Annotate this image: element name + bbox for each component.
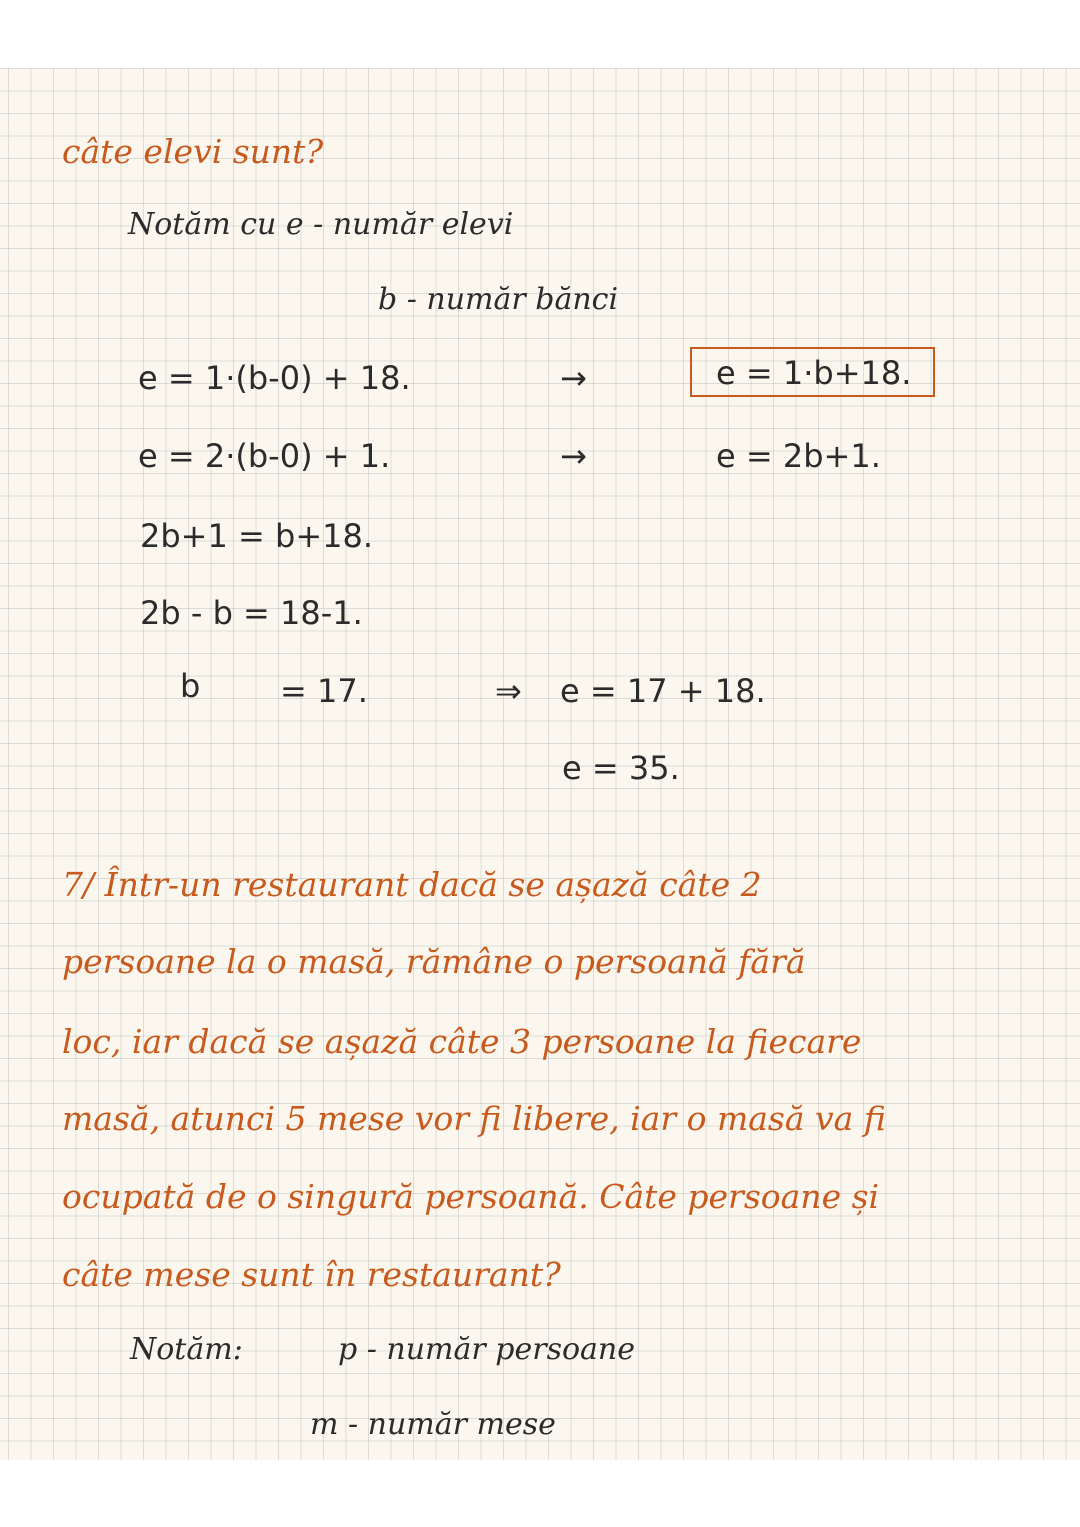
notation-p: p - număr persoane xyxy=(338,1332,635,1367)
notation-b: b - număr bănci xyxy=(378,282,619,317)
notation-intro: Notăm cu e - număr elevi xyxy=(128,207,514,242)
equation-6: e = 17 + 18. xyxy=(560,672,766,710)
equation-1: e = 1·(b-0) + 18. xyxy=(138,359,411,397)
arrow-icon: → xyxy=(560,359,587,397)
problem-7-line-4: masă, atunci 5 mese vor fi libere, iar o masă va fi xyxy=(62,1099,886,1138)
equation-7-result: e = 35. xyxy=(562,749,680,787)
notation-m: m - număr mese xyxy=(310,1407,556,1442)
equation-5-value: = 17. xyxy=(280,672,368,710)
question-title: câte elevi sunt? xyxy=(62,132,324,171)
problem-7-line-5: ocupată de o singură persoană. Câte persoane și xyxy=(62,1177,880,1216)
equation-2-simplified: e = 2b+1. xyxy=(716,437,881,475)
equation-4: 2b - b = 18-1. xyxy=(140,594,363,632)
boxed-equation: e = 1·b+18. xyxy=(690,347,935,397)
notation-label: Notăm: xyxy=(130,1332,243,1367)
problem-7-line-1: 7/ Într-un restaurant dacă se așază câte 2 xyxy=(62,865,762,904)
equation-3: 2b+1 = b+18. xyxy=(140,517,374,555)
arrow-icon: → xyxy=(560,437,587,475)
grid-paper xyxy=(0,68,1080,1460)
equation-5-var: b xyxy=(180,667,201,705)
problem-7-line-2: persoane la o masă, rămâne o persoană fără xyxy=(62,942,806,981)
problem-7-line-3: loc, iar dacă se așază câte 3 persoane la fiecare xyxy=(62,1022,862,1061)
problem-7-line-6: câte mese sunt în restaurant? xyxy=(62,1255,561,1294)
equation-2: e = 2·(b-0) + 1. xyxy=(138,437,391,475)
implies-icon: ⇒ xyxy=(495,672,522,710)
